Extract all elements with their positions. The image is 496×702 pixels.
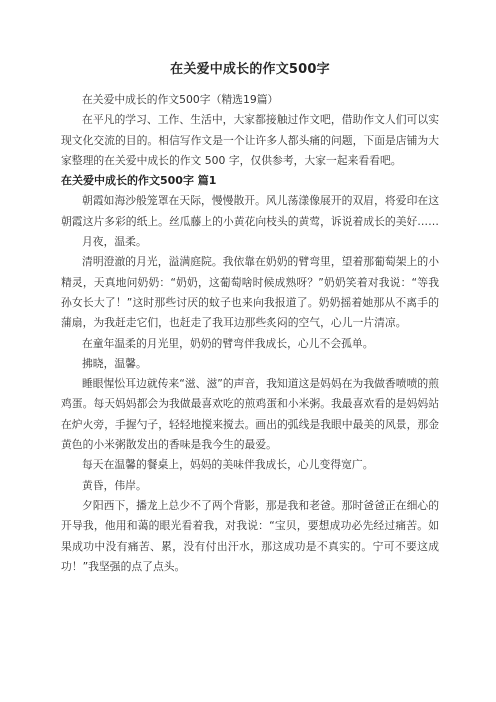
body-paragraph: 黄昏，伟岸。 <box>82 478 147 492</box>
body-paragraph: 在童年温柔的月光里，奶奶的臂弯伴我成长，心儿不会孤单。 <box>82 336 374 350</box>
body-paragraph: 拂晓，温馨。 <box>82 356 147 370</box>
body-paragraph: 月夜，温柔。 <box>82 235 147 249</box>
section-heading: 在关爱中成长的作文500字 篇1 <box>61 174 217 188</box>
body-paragraph: 夕阳西下，播龙上总少不了两个背影，那是我和老爸。那时爸爸正在细心的开导我，他用和蔼的眼光看着我，对我说：“宝贝，要想成功必先经过痛苦。如果成功中没有痛苦、累，没有付出汗水，那这成功是不真实的。宁可不要这成功！”我坚强的点了点头。 <box>61 498 439 573</box>
body-paragraph: 每天在温馨的餐桌上，妈妈的美味伴我成长，心儿变得宽广。 <box>82 458 374 472</box>
body-paragraph: 清明澄澈的月光，溢满庭院。我依靠在奶奶的臂弯里，望着那葡萄架上的小精灵，天真地问奶奶：“奶奶，这葡萄啥时候成熟呀？”奶奶笑着对我说：“等我孙女长大了！”这时那些讨厌的蚊子也来向我报道了。奶奶摇着她那从不离手的蒲扇，为我赶走它们，也赶走了我耳边那些炙闷的空气，心儿一片清凉。 <box>61 255 439 330</box>
body-paragraph: 睡眼惺忪耳边就传来“滋、滋”的声音，我知道这是妈妈在为我做香喷喷的煎鸡蛋。每天妈妈都会为我做最喜欢吃的煎鸡蛋和小米粥。我最喜欢看的是妈妈站在炉火旁，手握勺子，轻轻地搅来搅去。画出的弧线是我眼中最美的风景，那金黄色的小米粥散发出的香味是我今生的最爱。 <box>61 377 439 452</box>
subtitle-line: 在关爱中成长的作文500字（精选19篇） <box>82 93 279 106</box>
body-paragraph: 朝霞如海沙般笼罩在天际，慢慢散开。风儿荡漾像展开的双眉，将爱印在这朝霞这片多彩的纸上。丝瓜藤上的小黄花向枝头的黄莺，诉说着成长的美好…… <box>61 194 439 228</box>
intro-paragraph: 在平凡的学习、工作、生活中，大家都接触过作文吧，借助作文人们可以实现文化交流的目的。相信写作文是一个让许多人都头痛的问题，下面是店铺为大家整理的在关爱中成长的作文 500 字，仅供参考，大家一起来看看吧。 <box>61 113 439 167</box>
page-title: 在关爱中成长的作文500字 <box>170 62 330 77</box>
